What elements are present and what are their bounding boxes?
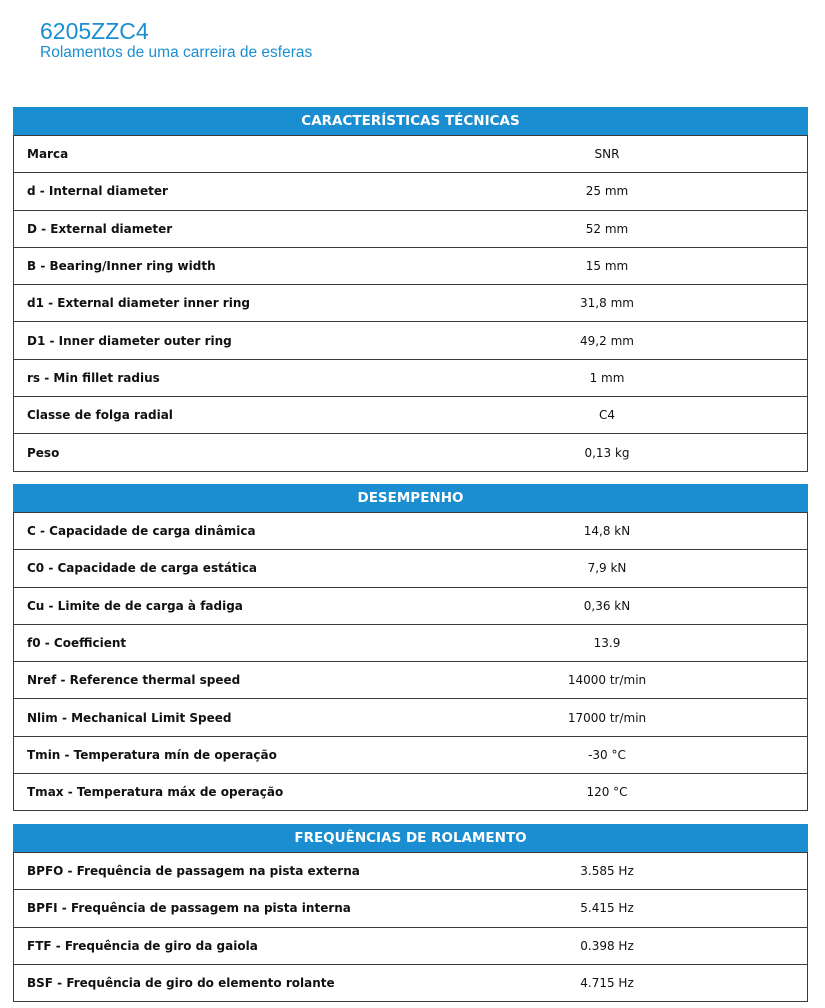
- table-row: [14, 397, 808, 434]
- row-value: 13.9: [407, 624, 808, 661]
- table-row: [14, 699, 808, 736]
- table-row: [14, 247, 808, 284]
- table-row: [14, 136, 808, 173]
- table-row: [14, 285, 808, 322]
- section-rolling-frequencies: [13, 824, 808, 1002]
- row-value: 0,13 kg: [407, 434, 808, 471]
- row-label: D - External diameter: [14, 210, 408, 247]
- row-value: 49,2 mm: [407, 322, 808, 359]
- spec-table: [13, 512, 808, 811]
- row-value: 4.715 Hz: [407, 964, 808, 1001]
- section-title: DESEMPENHO: [13, 484, 808, 512]
- row-value: -30 °C: [407, 736, 808, 773]
- product-header: [40, 18, 312, 62]
- table-row: [14, 927, 808, 964]
- section-title: FREQUÊNCIAS DE ROLAMENTO: [13, 824, 808, 852]
- table-row: [14, 964, 808, 1001]
- row-value: 17000 tr/min: [407, 699, 808, 736]
- row-value: C4: [407, 397, 808, 434]
- row-value: 1 mm: [407, 359, 808, 396]
- product-title: 6205ZZC4: [40, 18, 149, 44]
- row-value: 14000 tr/min: [407, 662, 808, 699]
- row-label: Cu - Limite de de carga à fadiga: [14, 587, 408, 624]
- row-label: C - Capacidade de carga dinâmica: [14, 513, 408, 550]
- row-label: f0 - Coefficient: [14, 624, 408, 661]
- row-label: Classe de folga radial: [14, 397, 408, 434]
- row-label: d - Internal diameter: [14, 173, 408, 210]
- row-value: 5.415 Hz: [407, 890, 808, 927]
- row-label: Nlim - Mechanical Limit Speed: [14, 699, 408, 736]
- row-label: BSF - Frequência de giro do elemento rolante: [14, 964, 408, 1001]
- row-value: 52 mm: [407, 210, 808, 247]
- row-value: 0.398 Hz: [407, 927, 808, 964]
- table-row: [14, 662, 808, 699]
- spec-table: [13, 852, 808, 1002]
- row-value: 25 mm: [407, 173, 808, 210]
- row-label: d1 - External diameter inner ring: [14, 285, 408, 322]
- section-title: CARACTERÍSTICAS TÉCNICAS: [13, 107, 808, 135]
- row-value: 3.585 Hz: [407, 853, 808, 890]
- table-row: [14, 853, 808, 890]
- section-technical-characteristics: [13, 107, 808, 472]
- row-label: Peso: [14, 434, 408, 471]
- row-label: FTF - Frequência de giro da gaiola: [14, 927, 408, 964]
- row-label: Tmax - Temperatura máx de operação: [14, 774, 408, 811]
- table-row: [14, 513, 808, 550]
- row-label: B - Bearing/Inner ring width: [14, 247, 408, 284]
- row-label: BPFO - Frequência de passagem na pista externa: [14, 853, 408, 890]
- table-row: [14, 173, 808, 210]
- row-label: Tmin - Temperatura mín de operação: [14, 736, 408, 773]
- product-subtitle: Rolamentos de uma carreira de esferas: [40, 44, 313, 61]
- table-row: [14, 434, 808, 471]
- row-label: D1 - Inner diameter outer ring: [14, 322, 408, 359]
- row-label: Marca: [14, 136, 408, 173]
- row-value: 0,36 kN: [407, 587, 808, 624]
- row-label: Nref - Reference thermal speed: [14, 662, 408, 699]
- table-row: [14, 624, 808, 661]
- section-performance: [13, 484, 808, 811]
- table-row: [14, 322, 808, 359]
- row-value: SNR: [407, 136, 808, 173]
- spec-table: [13, 135, 808, 472]
- table-row: [14, 587, 808, 624]
- table-row: [14, 890, 808, 927]
- row-label: BPFI - Frequência de passagem na pista interna: [14, 890, 408, 927]
- row-value: 31,8 mm: [407, 285, 808, 322]
- row-value: 7,9 kN: [407, 550, 808, 587]
- table-row: [14, 210, 808, 247]
- row-value: 120 °C: [407, 774, 808, 811]
- row-value: 15 mm: [407, 247, 808, 284]
- table-row: [14, 736, 808, 773]
- table-row: [14, 550, 808, 587]
- row-label: rs - Min fillet radius: [14, 359, 408, 396]
- row-label: C0 - Capacidade de carga estática: [14, 550, 408, 587]
- row-value: 14,8 kN: [407, 513, 808, 550]
- table-row: [14, 359, 808, 396]
- table-row: [14, 774, 808, 811]
